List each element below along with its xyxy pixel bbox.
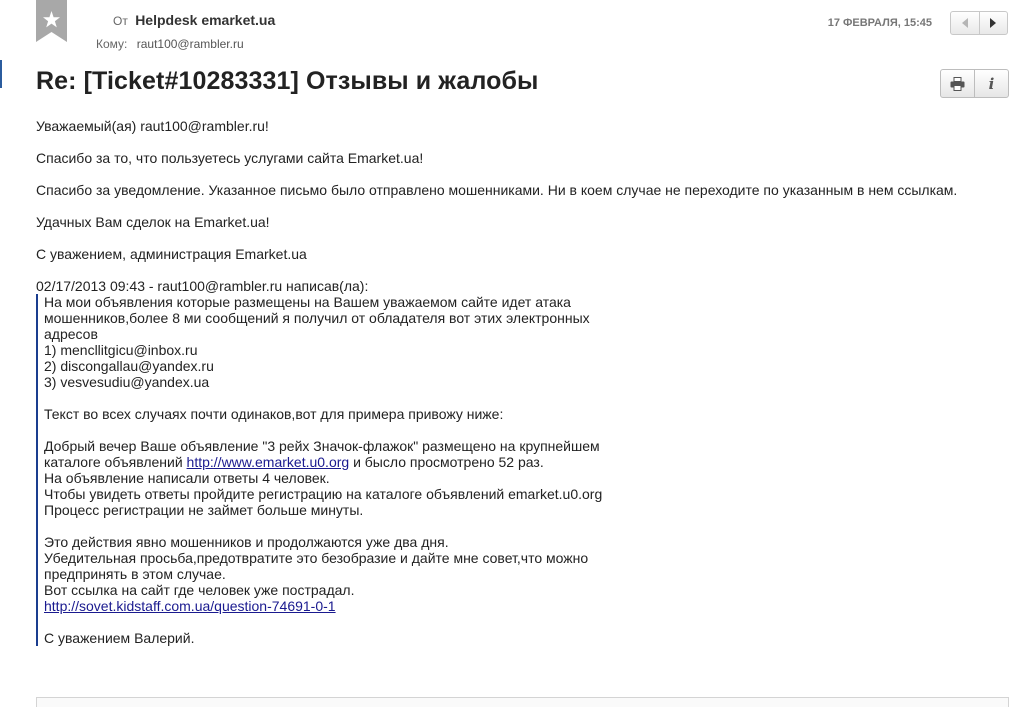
star-bookmark-icon[interactable]	[36, 0, 67, 42]
quote-line: Текст во всех случаях почти одинаков,вот для примера привожу ниже:	[44, 406, 504, 422]
quote-line: адресов	[44, 326, 98, 342]
quote-text: каталоге объявлений	[44, 454, 187, 470]
chevron-left-icon	[961, 18, 969, 28]
quote-line: На мои объявления которые размещены на Вашем уважаемом сайте идет атака	[44, 294, 571, 310]
quote-text: и бысло просмотрено 52 раз.	[349, 454, 544, 470]
greeting-text: Уважаемый(ая) raut100@rambler.ru!	[36, 118, 269, 134]
quote-line: 2) discongallau@yandex.ru	[44, 358, 214, 374]
quote-line	[44, 422, 634, 438]
next-message-button[interactable]	[979, 12, 1008, 34]
message-body	[36, 118, 1011, 646]
recipient-address[interactable]: raut100@rambler.ru	[136, 37, 244, 51]
sender-name[interactable]: Helpdesk emarket.ua	[135, 12, 276, 28]
to-label: Кому:	[96, 37, 128, 51]
quote-line	[44, 390, 634, 406]
reply-panel-edge	[36, 697, 1009, 707]
quote-line: Это действия явно мошенников и продолжаются уже два дня.	[44, 534, 449, 550]
sender-row	[113, 12, 275, 28]
quote-line: Вот ссылка на сайт где человек уже пострадал.	[44, 582, 355, 598]
print-button[interactable]	[941, 70, 974, 97]
quote-link-line	[44, 598, 634, 614]
quote-line: Добрый вечер Ваше объявление "3 рейх Значок-флажок" размещено на крупнейшем	[44, 438, 600, 454]
message-subject: Re: [Ticket#10283331] Отзывы и жалобы	[36, 67, 539, 95]
quote-closing: С уважением Валерий.	[44, 630, 195, 646]
message-navigation	[950, 11, 1008, 35]
window-edge-accent	[0, 60, 2, 88]
kidstaff-link[interactable]: http://sovet.kidstaff.com.ua/question-74691-0-1	[44, 598, 336, 614]
wish-text: Удачных Вам сделок на Emarket.ua!	[36, 214, 270, 230]
quote-line: Убедительная просьба,предотвратите это безобразие и дайте мне совет,что можно	[44, 550, 589, 566]
notice-text: Спасибо за уведомление. Указанное письмо было отправлено мошенниками. Ни в коем случае не переходите по указанным в нем ссылкам.	[36, 182, 958, 198]
quote-line: 3) vesvesudiu@yandex.ua	[44, 374, 210, 390]
message-date: 17 ФЕВРАЛЯ, 15:45	[827, 17, 932, 29]
signature-text: С уважением, администрация Emarket.ua	[36, 246, 307, 262]
emarket-link[interactable]: http://www.emarket.u0.org	[186, 454, 350, 470]
from-label: От	[113, 14, 128, 28]
quoted-message	[36, 294, 634, 646]
quote-line	[44, 518, 634, 534]
quote-line: На объявление написали ответы 4 человек.	[44, 470, 330, 486]
message-tools	[940, 69, 1009, 98]
quote-line: 1) mencllitgicu@inbox.ru	[44, 342, 198, 358]
quote-line: Чтобы увидеть ответы пройдите регистрацию на каталоге объявлений emarket.u0.org	[44, 486, 603, 502]
quote-link-line	[44, 454, 634, 470]
info-button[interactable]	[974, 70, 1008, 97]
recipient-row	[96, 37, 244, 51]
previous-message-button[interactable]	[951, 12, 979, 34]
thanks-text: Спасибо за то, что пользуетесь услугами сайта Emarket.ua!	[36, 150, 424, 166]
quote-line: предпринять в этом случае.	[44, 566, 226, 582]
quote-line: Процесс регистрации не займет больше минуты.	[44, 502, 364, 518]
info-icon: i	[988, 74, 995, 93]
quote-header: 02/17/2013 09:43 - raut100@rambler.ru написав(ла):	[36, 278, 369, 294]
printer-icon	[950, 77, 965, 91]
quote-line: мошенников,более 8 ми сообщений я получил от обладателя вот этих электронных	[44, 310, 590, 326]
quote-line	[44, 614, 634, 630]
chevron-right-icon	[989, 18, 997, 28]
